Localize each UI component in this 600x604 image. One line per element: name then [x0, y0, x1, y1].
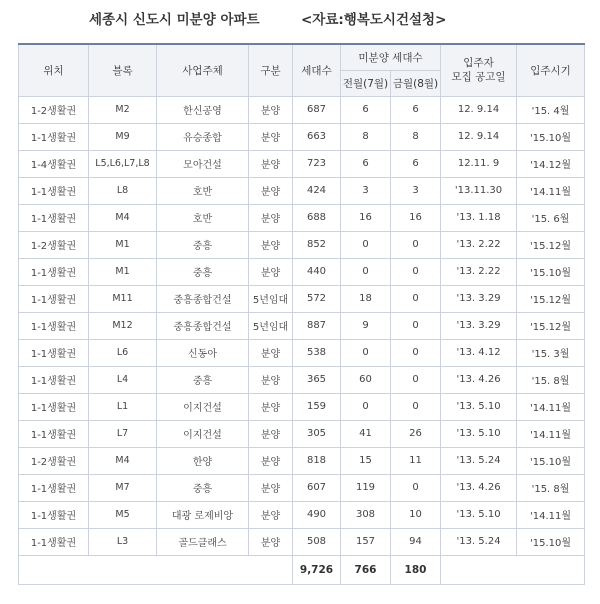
cell-type: 분양	[249, 258, 293, 285]
cell-prev-month: 6	[341, 150, 391, 177]
cell-move-in: '15. 8월	[517, 474, 585, 501]
cell-households: 538	[293, 339, 341, 366]
cell-this-month: 11	[391, 447, 441, 474]
cell-block: M11	[89, 285, 157, 312]
cell-location: 1-2생활권	[19, 231, 89, 258]
cell-developer: 모아건설	[157, 150, 249, 177]
cell-prev-month: 6	[341, 96, 391, 123]
unsold-apartments-table	[18, 43, 585, 585]
cell-notice-date: 12. 9.14	[441, 123, 517, 150]
cell-households: 159	[293, 393, 341, 420]
cell-notice-date: '13. 1.18	[441, 204, 517, 231]
cell-households: 572	[293, 285, 341, 312]
cell-notice-date: '13. 2.22	[441, 231, 517, 258]
table-body	[19, 96, 585, 555]
cell-move-in: '15.10월	[517, 447, 585, 474]
cell-prev-month: 157	[341, 528, 391, 555]
total-prev-month: 766	[341, 555, 391, 584]
cell-this-month: 0	[391, 231, 441, 258]
cell-move-in: '15.10월	[517, 528, 585, 555]
cell-households: 887	[293, 312, 341, 339]
cell-this-month: 3	[391, 177, 441, 204]
table-row	[19, 339, 585, 366]
cell-developer: 신동아	[157, 339, 249, 366]
cell-type: 5년임대	[249, 285, 293, 312]
cell-notice-date: '13. 5.10	[441, 501, 517, 528]
cell-prev-month: 16	[341, 204, 391, 231]
cell-notice-date: 12.11. 9	[441, 150, 517, 177]
cell-location: 1-1생활권	[19, 528, 89, 555]
page-title: 세종시 신도시 미분양 아파트	[89, 12, 260, 28]
totals-row	[19, 555, 585, 584]
cell-developer: 한양	[157, 447, 249, 474]
cell-this-month: 0	[391, 258, 441, 285]
cell-type: 분양	[249, 231, 293, 258]
cell-notice-date: '13. 3.29	[441, 285, 517, 312]
table-row	[19, 312, 585, 339]
header-notice-line1: 입주자	[463, 57, 494, 70]
cell-this-month: 0	[391, 474, 441, 501]
cell-notice-date: '13. 4.12	[441, 339, 517, 366]
cell-location: 1-1생활권	[19, 204, 89, 231]
cell-developer: 중흥	[157, 231, 249, 258]
cell-this-month: 0	[391, 312, 441, 339]
cell-block: M4	[89, 204, 157, 231]
cell-block: L5,L6,L7,L8	[89, 150, 157, 177]
table-row	[19, 150, 585, 177]
cell-move-in: '15. 8월	[517, 366, 585, 393]
cell-notice-date: '13. 5.10	[441, 393, 517, 420]
cell-households: 688	[293, 204, 341, 231]
cell-this-month: 0	[391, 393, 441, 420]
cell-developer: 중흥	[157, 474, 249, 501]
cell-type: 분양	[249, 528, 293, 555]
cell-prev-month: 0	[341, 393, 391, 420]
cell-households: 663	[293, 123, 341, 150]
cell-move-in: '15. 6월	[517, 204, 585, 231]
cell-block: L3	[89, 528, 157, 555]
title-bar	[0, 6, 600, 28]
cell-block: L8	[89, 177, 157, 204]
table-row	[19, 177, 585, 204]
cell-this-month: 8	[391, 123, 441, 150]
cell-block: M2	[89, 96, 157, 123]
cell-households: 723	[293, 150, 341, 177]
cell-developer: 골드클래스	[157, 528, 249, 555]
header-notice-date	[441, 44, 517, 96]
cell-prev-month: 18	[341, 285, 391, 312]
cell-type: 분양	[249, 420, 293, 447]
table-row	[19, 528, 585, 555]
cell-location: 1-2생활권	[19, 96, 89, 123]
header-location: 위치	[19, 44, 89, 96]
cell-block: L6	[89, 339, 157, 366]
source-note: <자료:행복도시건설청>	[301, 12, 447, 28]
cell-this-month: 26	[391, 420, 441, 447]
header-unsold: 미분양 세대수	[341, 44, 441, 70]
header-this-month: 금월(8월)	[391, 70, 441, 96]
cell-this-month: 0	[391, 366, 441, 393]
cell-location: 1-1생활권	[19, 285, 89, 312]
cell-type: 분양	[249, 204, 293, 231]
cell-block: M12	[89, 312, 157, 339]
cell-move-in: '15.10월	[517, 123, 585, 150]
cell-type: 분양	[249, 150, 293, 177]
cell-block: M1	[89, 231, 157, 258]
cell-developer: 대광 로제비앙	[157, 501, 249, 528]
cell-location: 1-2생활권	[19, 447, 89, 474]
cell-prev-month: 15	[341, 447, 391, 474]
cell-households: 818	[293, 447, 341, 474]
cell-this-month: 16	[391, 204, 441, 231]
cell-move-in: '14.11월	[517, 393, 585, 420]
cell-prev-month: 0	[341, 231, 391, 258]
totals-blank	[19, 555, 293, 584]
cell-prev-month: 308	[341, 501, 391, 528]
cell-block: M9	[89, 123, 157, 150]
cell-type: 분양	[249, 123, 293, 150]
cell-households: 424	[293, 177, 341, 204]
cell-this-month: 6	[391, 96, 441, 123]
cell-location: 1-4생활권	[19, 150, 89, 177]
cell-developer: 이지건설	[157, 393, 249, 420]
table-row	[19, 123, 585, 150]
header-developer: 사업주체	[157, 44, 249, 96]
cell-households: 305	[293, 420, 341, 447]
cell-location: 1-1생활권	[19, 420, 89, 447]
cell-this-month: 0	[391, 285, 441, 312]
cell-developer: 중흥	[157, 366, 249, 393]
cell-move-in: '15.12월	[517, 285, 585, 312]
cell-location: 1-1생활권	[19, 339, 89, 366]
total-households: 9,726	[293, 555, 341, 584]
totals-blank-end	[441, 555, 585, 584]
cell-households: 365	[293, 366, 341, 393]
cell-households: 490	[293, 501, 341, 528]
cell-notice-date: '13.11.30	[441, 177, 517, 204]
cell-prev-month: 0	[341, 258, 391, 285]
cell-move-in: '14.11월	[517, 420, 585, 447]
cell-block: L4	[89, 366, 157, 393]
header-block: 블록	[89, 44, 157, 96]
table-row	[19, 474, 585, 501]
cell-type: 분양	[249, 393, 293, 420]
table-row	[19, 447, 585, 474]
cell-type: 분양	[249, 366, 293, 393]
cell-type: 5년임대	[249, 312, 293, 339]
cell-location: 1-1생활권	[19, 393, 89, 420]
cell-developer: 한신공영	[157, 96, 249, 123]
cell-this-month: 6	[391, 150, 441, 177]
cell-block: M1	[89, 258, 157, 285]
cell-type: 분양	[249, 96, 293, 123]
cell-notice-date: '13. 4.26	[441, 366, 517, 393]
cell-move-in: '14.11월	[517, 501, 585, 528]
cell-move-in: '15.12월	[517, 312, 585, 339]
cell-location: 1-1생활권	[19, 258, 89, 285]
cell-location: 1-1생활권	[19, 123, 89, 150]
cell-households: 607	[293, 474, 341, 501]
cell-type: 분양	[249, 339, 293, 366]
cell-location: 1-1생활권	[19, 312, 89, 339]
cell-block: M5	[89, 501, 157, 528]
total-this-month: 180	[391, 555, 441, 584]
cell-prev-month: 3	[341, 177, 391, 204]
cell-notice-date: '13. 2.22	[441, 258, 517, 285]
table-footer	[19, 555, 585, 584]
cell-prev-month: 60	[341, 366, 391, 393]
cell-type: 분양	[249, 474, 293, 501]
cell-location: 1-1생활권	[19, 501, 89, 528]
cell-block: M7	[89, 474, 157, 501]
cell-prev-month: 0	[341, 339, 391, 366]
table-row	[19, 258, 585, 285]
cell-type: 분양	[249, 177, 293, 204]
table-row	[19, 501, 585, 528]
cell-this-month: 0	[391, 339, 441, 366]
cell-location: 1-1생활권	[19, 474, 89, 501]
cell-developer: 중흥종합건설	[157, 285, 249, 312]
table-row	[19, 285, 585, 312]
cell-notice-date: '13. 5.24	[441, 447, 517, 474]
cell-move-in: '14.12월	[517, 150, 585, 177]
cell-move-in: '15.10월	[517, 258, 585, 285]
table-row	[19, 420, 585, 447]
cell-notice-date: '13. 3.29	[441, 312, 517, 339]
cell-notice-date: 12. 9.14	[441, 96, 517, 123]
cell-this-month: 10	[391, 501, 441, 528]
cell-developer: 이지건설	[157, 420, 249, 447]
cell-households: 440	[293, 258, 341, 285]
cell-prev-month: 8	[341, 123, 391, 150]
cell-block: L1	[89, 393, 157, 420]
cell-households: 687	[293, 96, 341, 123]
cell-move-in: '14.11월	[517, 177, 585, 204]
header-move-in: 입주시기	[517, 44, 585, 96]
cell-move-in: '15.12월	[517, 231, 585, 258]
cell-developer: 호반	[157, 177, 249, 204]
table-row	[19, 393, 585, 420]
cell-households: 852	[293, 231, 341, 258]
cell-location: 1-1생활권	[19, 177, 89, 204]
header-prev-month: 전월(7월)	[341, 70, 391, 96]
cell-developer: 중흥종합건설	[157, 312, 249, 339]
header-notice-line2: 모집 공고일	[451, 71, 506, 84]
cell-notice-date: '13. 4.26	[441, 474, 517, 501]
cell-developer: 중흥	[157, 258, 249, 285]
table-row	[19, 366, 585, 393]
cell-move-in: '15. 4월	[517, 96, 585, 123]
table-header	[19, 44, 585, 96]
table-row	[19, 231, 585, 258]
cell-developer: 호반	[157, 204, 249, 231]
cell-prev-month: 119	[341, 474, 391, 501]
cell-this-month: 94	[391, 528, 441, 555]
cell-block: L7	[89, 420, 157, 447]
cell-prev-month: 41	[341, 420, 391, 447]
cell-households: 508	[293, 528, 341, 555]
cell-type: 분양	[249, 501, 293, 528]
cell-notice-date: '13. 5.10	[441, 420, 517, 447]
header-households: 세대수	[293, 44, 341, 96]
cell-block: M4	[89, 447, 157, 474]
cell-notice-date: '13. 5.24	[441, 528, 517, 555]
cell-location: 1-1생활권	[19, 366, 89, 393]
cell-prev-month: 9	[341, 312, 391, 339]
cell-developer: 유승종합	[157, 123, 249, 150]
cell-type: 분양	[249, 447, 293, 474]
header-type: 구분	[249, 44, 293, 96]
cell-move-in: '15. 3월	[517, 339, 585, 366]
table-row	[19, 96, 585, 123]
table-row	[19, 204, 585, 231]
